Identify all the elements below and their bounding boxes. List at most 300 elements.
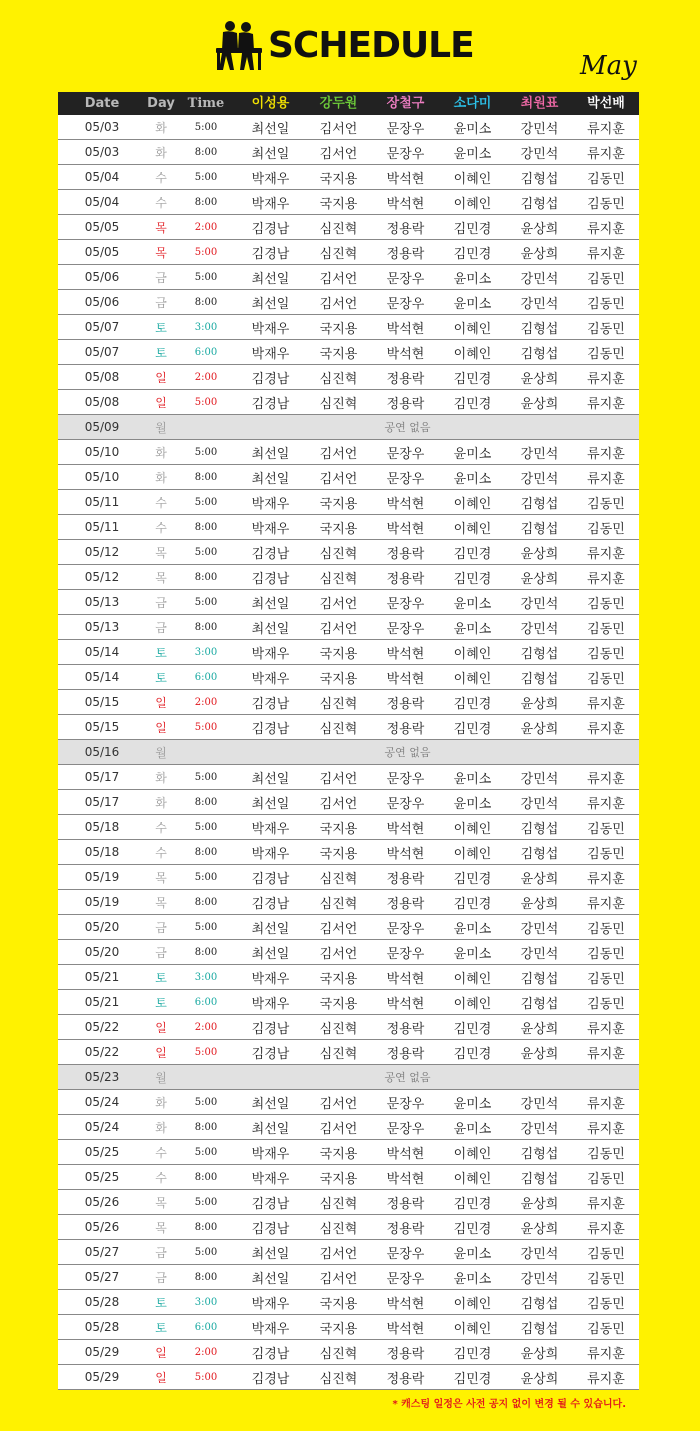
- day-cell: 수: [155, 495, 167, 510]
- cast-cell-role-1: 박재우: [251, 1171, 290, 1187]
- date-cell: 05/15: [84, 695, 120, 709]
- cast-cell-role-2: 김서언: [319, 121, 358, 137]
- cast-cell-role-5: 윤상희: [520, 1346, 559, 1362]
- cast-cell-role-3: 정용락: [386, 1371, 425, 1387]
- cast-cell-role-2: 김서언: [319, 471, 358, 487]
- cast-cell-role-6: 김동민: [587, 521, 625, 537]
- date-cell: 05/12: [84, 570, 120, 584]
- day-cell: 화: [155, 770, 167, 785]
- cast-cell-role-6: 김동민: [587, 971, 625, 987]
- cast-cell-role-5: 김형섭: [520, 346, 559, 362]
- date-cell: 05/05: [84, 220, 120, 234]
- cast-cell-role-6: 류지훈: [587, 1371, 625, 1387]
- cast-cell-role-1: 김경남: [251, 571, 290, 587]
- cast-cell-role-3: 박석현: [386, 171, 425, 187]
- day-cell: 토: [155, 320, 167, 335]
- cast-cell-role-2: 김서언: [319, 271, 358, 287]
- table-row: [58, 990, 639, 1015]
- time-cell: 2:00: [194, 1346, 218, 1358]
- cast-cell-role-6: 김동민: [587, 1271, 625, 1287]
- date-cell: 05/03: [84, 120, 120, 134]
- cast-cell-role-3: 문장우: [386, 771, 425, 787]
- cast-cell-role-1: 최선일: [251, 146, 290, 162]
- time-cell: 8:00: [194, 146, 218, 158]
- cast-cell-role-6: 김동민: [587, 196, 625, 212]
- cast-cell-role-3: 박석현: [386, 671, 425, 687]
- cast-cell-role-3: 정용락: [386, 1021, 425, 1037]
- cast-cell-role-2: 김서언: [319, 771, 358, 787]
- cast-cell-role-1: 김경남: [251, 371, 290, 387]
- cast-cell-role-2: 국지용: [319, 171, 358, 187]
- cast-cell-role-2: 김서언: [319, 921, 358, 937]
- silhouette-couple-logo: [214, 20, 264, 72]
- table-row: [58, 490, 639, 515]
- time-cell: 8:00: [194, 196, 218, 208]
- time-cell: 8:00: [194, 1121, 218, 1133]
- cast-cell-role-5: 강민석: [520, 446, 559, 462]
- cast-cell-role-2: 심진혁: [319, 546, 358, 562]
- time-cell: 5:00: [194, 446, 218, 458]
- cast-cell-role-4: 김민경: [453, 1021, 492, 1037]
- date-cell: 05/11: [84, 495, 120, 509]
- cast-cell-role-1: 박재우: [251, 171, 290, 187]
- time-cell: 8:00: [194, 621, 218, 633]
- day-cell: 수: [155, 845, 167, 860]
- cast-cell-role-6: 김동민: [587, 1321, 625, 1337]
- column-header-role-1: 이성용: [251, 96, 290, 111]
- cast-cell-role-1: 최선일: [251, 446, 290, 462]
- cast-cell-role-2: 심진혁: [319, 246, 358, 262]
- day-cell: 금: [155, 920, 167, 935]
- cast-cell-role-4: 윤미소: [453, 121, 492, 137]
- table-row: [58, 690, 639, 715]
- cast-cell-role-4: 이혜인: [453, 496, 492, 512]
- time-cell: 5:00: [194, 396, 218, 408]
- cast-cell-role-2: 국지용: [319, 971, 358, 987]
- cast-cell-role-3: 박석현: [386, 646, 425, 662]
- time-cell: 2:00: [194, 696, 218, 708]
- cast-cell-role-3: 문장우: [386, 446, 425, 462]
- date-cell: 05/29: [84, 1370, 120, 1384]
- cast-cell-role-6: 류지훈: [587, 1196, 625, 1212]
- cast-cell-role-6: 류지훈: [587, 446, 625, 462]
- cast-cell-role-2: 국지용: [319, 321, 358, 337]
- cast-cell-role-3: 문장우: [386, 121, 425, 137]
- day-cell: 목: [155, 1220, 167, 1235]
- day-cell: 월: [155, 1070, 167, 1085]
- day-cell: 토: [155, 970, 167, 985]
- date-cell: 05/21: [84, 995, 120, 1009]
- cast-cell-role-5: 윤상희: [520, 371, 559, 387]
- table-row: [58, 265, 639, 290]
- time-cell: 3:00: [194, 646, 218, 658]
- cast-cell-role-4: 김민경: [453, 371, 492, 387]
- table-row: [58, 1290, 639, 1315]
- cast-cell-role-6: 류지훈: [587, 1346, 625, 1362]
- day-cell: 금: [155, 295, 167, 310]
- cast-cell-role-4: 김민경: [453, 871, 492, 887]
- table-row-no-show: [58, 415, 639, 440]
- day-cell: 금: [155, 945, 167, 960]
- date-cell: 05/07: [84, 345, 120, 359]
- cast-cell-role-1: 최선일: [251, 1121, 290, 1137]
- cast-cell-role-3: 정용락: [386, 721, 425, 737]
- date-cell: 05/04: [84, 170, 120, 184]
- cast-cell-role-3: 문장우: [386, 921, 425, 937]
- date-cell: 05/22: [84, 1020, 120, 1034]
- cast-cell-role-2: 국지용: [319, 521, 358, 537]
- cast-cell-role-1: 최선일: [251, 921, 290, 937]
- cast-cell-role-5: 강민석: [520, 946, 559, 962]
- cast-cell-role-4: 이혜인: [453, 196, 492, 212]
- cast-cell-role-3: 박석현: [386, 521, 425, 537]
- schedule-header: [0, 0, 700, 92]
- cast-cell-role-6: 김동민: [587, 596, 625, 612]
- cast-cell-role-6: 류지훈: [587, 1046, 625, 1062]
- cast-cell-role-6: 류지훈: [587, 896, 625, 912]
- cast-cell-role-1: 김경남: [251, 246, 290, 262]
- time-cell: 8:00: [194, 846, 218, 858]
- cast-cell-role-6: 류지훈: [587, 696, 625, 712]
- cast-cell-role-6: 류지훈: [587, 1121, 625, 1137]
- cast-cell-role-4: 김민경: [453, 721, 492, 737]
- table-row: [58, 515, 639, 540]
- cast-cell-role-2: 김서언: [319, 1271, 358, 1287]
- cast-cell-role-1: 김경남: [251, 1346, 290, 1362]
- table-row: [58, 1090, 639, 1115]
- cast-cell-role-4: 김민경: [453, 571, 492, 587]
- cast-cell-role-2: 심진혁: [319, 221, 358, 237]
- date-cell: 05/20: [84, 945, 120, 959]
- cast-cell-role-1: 최선일: [251, 1096, 290, 1112]
- cast-cell-role-2: 김서언: [319, 446, 358, 462]
- cast-cell-role-4: 김민경: [453, 396, 492, 412]
- cast-cell-role-6: 류지훈: [587, 121, 625, 137]
- cast-cell-role-1: 김경남: [251, 546, 290, 562]
- cast-cell-role-6: 류지훈: [587, 546, 625, 562]
- date-cell: 05/23: [84, 1070, 120, 1084]
- day-cell: 월: [155, 745, 167, 760]
- cast-cell-role-2: 국지용: [319, 196, 358, 212]
- cast-cell-role-5: 김형섭: [520, 496, 559, 512]
- time-cell: 5:00: [194, 246, 218, 258]
- time-cell: 8:00: [194, 946, 218, 958]
- cast-cell-role-5: 김형섭: [520, 171, 559, 187]
- cast-cell-role-6: 류지훈: [587, 221, 625, 237]
- time-cell: 3:00: [194, 1296, 218, 1308]
- cast-cell-role-2: 심진혁: [319, 1371, 358, 1387]
- table-row: [58, 540, 639, 565]
- day-cell: 금: [155, 1270, 167, 1285]
- table-row: [58, 840, 639, 865]
- time-cell: 5:00: [194, 546, 218, 558]
- table-row: [58, 315, 639, 340]
- cast-cell-role-4: 이혜인: [453, 821, 492, 837]
- table-row: [58, 915, 639, 940]
- time-cell: 5:00: [194, 596, 218, 608]
- day-cell: 목: [155, 1195, 167, 1210]
- cast-cell-role-3: 문장우: [386, 796, 425, 812]
- table-row: [58, 465, 639, 490]
- cast-cell-role-1: 김경남: [251, 1371, 290, 1387]
- cast-cell-role-4: 김민경: [453, 896, 492, 912]
- day-cell: 일: [155, 370, 167, 385]
- cast-cell-role-1: 김경남: [251, 696, 290, 712]
- cast-cell-role-6: 김동민: [587, 1171, 625, 1187]
- cast-cell-role-5: 강민석: [520, 271, 559, 287]
- cast-cell-role-1: 박재우: [251, 1146, 290, 1162]
- cast-cell-role-6: 류지훈: [587, 471, 625, 487]
- cast-cell-role-3: 정용락: [386, 871, 425, 887]
- column-header-time: Time: [187, 96, 225, 111]
- cast-cell-role-5: 윤상희: [520, 571, 559, 587]
- date-cell: 05/13: [84, 620, 120, 634]
- date-cell: 05/19: [84, 895, 120, 909]
- cast-cell-role-3: 문장우: [386, 621, 425, 637]
- cast-cell-role-4: 김민경: [453, 546, 492, 562]
- cast-cell-role-5: 윤상희: [520, 221, 559, 237]
- cast-cell-role-6: 김동민: [587, 921, 625, 937]
- cast-cell-role-6: 김동민: [587, 1296, 625, 1312]
- day-cell: 일: [155, 695, 167, 710]
- date-cell: 05/29: [84, 1345, 120, 1359]
- column-header-role-5: 최원표: [520, 96, 559, 111]
- time-cell: 8:00: [194, 796, 218, 808]
- cast-cell-role-4: 윤미소: [453, 446, 492, 462]
- table-row: [58, 165, 639, 190]
- cast-cell-role-6: 김동민: [587, 271, 625, 287]
- date-cell: 05/28: [84, 1295, 120, 1309]
- cast-cell-role-1: 김경남: [251, 1196, 290, 1212]
- cast-cell-role-4: 이혜인: [453, 521, 492, 537]
- table-row-no-show: [58, 1065, 639, 1090]
- cast-cell-role-4: 김민경: [453, 1371, 492, 1387]
- table-row: [58, 815, 639, 840]
- day-cell: 토: [155, 345, 167, 360]
- cast-cell-role-4: 윤미소: [453, 946, 492, 962]
- day-cell: 수: [155, 1145, 167, 1160]
- date-cell: 05/10: [84, 470, 120, 484]
- cast-cell-role-5: 윤상희: [520, 1046, 559, 1062]
- date-cell: 05/25: [84, 1145, 120, 1159]
- cast-cell-role-6: 류지훈: [587, 771, 625, 787]
- time-cell: 8:00: [194, 1271, 218, 1283]
- time-cell: 5:00: [194, 1046, 218, 1058]
- cast-cell-role-2: 김서언: [319, 296, 358, 312]
- date-cell: 05/11: [84, 520, 120, 534]
- cast-cell-role-5: 강민석: [520, 296, 559, 312]
- cast-cell-role-3: 문장우: [386, 471, 425, 487]
- date-cell: 05/24: [84, 1120, 120, 1134]
- month-label: May: [580, 51, 637, 81]
- cast-cell-role-4: 윤미소: [453, 596, 492, 612]
- time-cell: 8:00: [194, 1221, 218, 1233]
- table-row: [58, 765, 639, 790]
- cast-cell-role-2: 심진혁: [319, 1021, 358, 1037]
- day-cell: 일: [155, 395, 167, 410]
- cast-cell-role-1: 최선일: [251, 946, 290, 962]
- time-cell: 8:00: [194, 296, 218, 308]
- cast-cell-role-5: 김형섭: [520, 996, 559, 1012]
- cast-cell-role-1: 김경남: [251, 396, 290, 412]
- day-cell: 목: [155, 245, 167, 260]
- day-cell: 토: [155, 670, 167, 685]
- cast-cell-role-5: 강민석: [520, 621, 559, 637]
- table-row: [58, 865, 639, 890]
- cast-cell-role-4: 이혜인: [453, 646, 492, 662]
- cast-cell-role-5: 강민석: [520, 146, 559, 162]
- cast-cell-role-3: 정용락: [386, 546, 425, 562]
- time-cell: 5:00: [194, 871, 218, 883]
- cast-cell-role-6: 류지훈: [587, 246, 625, 262]
- date-cell: 05/12: [84, 545, 120, 559]
- table-row: [58, 1190, 639, 1215]
- table-row: [58, 1040, 639, 1065]
- cast-cell-role-2: 심진혁: [319, 371, 358, 387]
- date-cell: 05/26: [84, 1195, 120, 1209]
- cast-cell-role-4: 김민경: [453, 1346, 492, 1362]
- cast-cell-role-4: 윤미소: [453, 1271, 492, 1287]
- cast-cell-role-4: 윤미소: [453, 271, 492, 287]
- day-cell: 화: [155, 145, 167, 160]
- cast-cell-role-2: 김서언: [319, 946, 358, 962]
- cast-cell-role-2: 국지용: [319, 821, 358, 837]
- time-cell: 5:00: [194, 121, 218, 133]
- cast-cell-role-2: 심진혁: [319, 571, 358, 587]
- cast-cell-role-4: 이혜인: [453, 171, 492, 187]
- date-cell: 05/03: [84, 145, 120, 159]
- cast-cell-role-5: 강민석: [520, 796, 559, 812]
- cast-cell-role-1: 박재우: [251, 196, 290, 212]
- time-cell: 6:00: [194, 671, 218, 683]
- cast-cell-role-5: 강민석: [520, 1271, 559, 1287]
- cast-cell-role-5: 윤상희: [520, 696, 559, 712]
- time-cell: 8:00: [194, 1171, 218, 1183]
- schedule-table: [58, 92, 639, 1390]
- cast-cell-role-4: 이혜인: [453, 846, 492, 862]
- cast-cell-role-2: 심진혁: [319, 1221, 358, 1237]
- cast-cell-role-5: 강민석: [520, 121, 559, 137]
- date-cell: 05/06: [84, 270, 120, 284]
- cast-cell-role-1: 박재우: [251, 646, 290, 662]
- day-cell: 토: [155, 995, 167, 1010]
- date-cell: 05/18: [84, 820, 120, 834]
- table-row: [58, 1015, 639, 1040]
- cast-cell-role-3: 박석현: [386, 821, 425, 837]
- table-row: [58, 1165, 639, 1190]
- cast-cell-role-2: 심진혁: [319, 896, 358, 912]
- cast-cell-role-6: 김동민: [587, 171, 625, 187]
- cast-cell-role-6: 김동민: [587, 496, 625, 512]
- column-header-day: Day: [147, 96, 175, 111]
- cast-cell-role-3: 정용락: [386, 1346, 425, 1362]
- table-row: [58, 1265, 639, 1290]
- cast-cell-role-3: 정용락: [386, 571, 425, 587]
- cast-cell-role-5: 김형섭: [520, 846, 559, 862]
- time-cell: 5:00: [194, 821, 218, 833]
- cast-cell-role-4: 윤미소: [453, 771, 492, 787]
- cast-cell-role-4: 윤미소: [453, 621, 492, 637]
- table-body: [58, 115, 639, 1390]
- cast-cell-role-3: 문장우: [386, 1271, 425, 1287]
- schedule-title: SCHEDULE: [268, 25, 474, 66]
- time-cell: 5:00: [194, 771, 218, 783]
- cast-cell-role-4: 이혜인: [453, 321, 492, 337]
- table-row: [58, 565, 639, 590]
- cast-cell-role-5: 강민석: [520, 771, 559, 787]
- cast-cell-role-2: 심진혁: [319, 1046, 358, 1062]
- cast-cell-role-1: 김경남: [251, 896, 290, 912]
- no-performance-note: 공연 없음: [384, 1071, 431, 1084]
- cast-cell-role-5: 윤상희: [520, 721, 559, 737]
- table-row: [58, 615, 639, 640]
- cast-cell-role-3: 문장우: [386, 271, 425, 287]
- cast-cell-role-6: 류지훈: [587, 371, 625, 387]
- day-cell: 수: [155, 1170, 167, 1185]
- day-cell: 목: [155, 570, 167, 585]
- cast-cell-role-4: 김민경: [453, 221, 492, 237]
- date-cell: 05/08: [84, 395, 120, 409]
- table-row: [58, 190, 639, 215]
- cast-cell-role-3: 정용락: [386, 221, 425, 237]
- cast-cell-role-6: 류지훈: [587, 796, 625, 812]
- cast-cell-role-2: 김서언: [319, 1096, 358, 1112]
- day-cell: 일: [155, 1045, 167, 1060]
- time-cell: 5:00: [194, 1246, 218, 1258]
- day-cell: 화: [155, 1095, 167, 1110]
- cast-cell-role-3: 정용락: [386, 1221, 425, 1237]
- day-cell: 금: [155, 270, 167, 285]
- cast-cell-role-5: 강민석: [520, 921, 559, 937]
- cast-cell-role-5: 윤상희: [520, 1196, 559, 1212]
- cast-cell-role-1: 최선일: [251, 1246, 290, 1262]
- cast-cell-role-1: 김경남: [251, 721, 290, 737]
- date-cell: 05/22: [84, 1045, 120, 1059]
- time-cell: 3:00: [194, 321, 218, 333]
- cast-cell-role-4: 이혜인: [453, 671, 492, 687]
- cast-cell-role-2: 국지용: [319, 1296, 358, 1312]
- date-cell: 05/07: [84, 320, 120, 334]
- time-cell: 8:00: [194, 521, 218, 533]
- cast-cell-role-3: 박석현: [386, 846, 425, 862]
- cast-cell-role-2: 국지용: [319, 1171, 358, 1187]
- time-cell: 6:00: [194, 1321, 218, 1333]
- cast-cell-role-6: 류지훈: [587, 1221, 625, 1237]
- table-row: [58, 390, 639, 415]
- cast-cell-role-3: 문장우: [386, 1121, 425, 1137]
- cast-cell-role-1: 박재우: [251, 1321, 290, 1337]
- day-cell: 화: [155, 470, 167, 485]
- cast-cell-role-3: 박석현: [386, 1296, 425, 1312]
- table-row: [58, 1115, 639, 1140]
- table-row: [58, 1365, 639, 1390]
- table-row: [58, 215, 639, 240]
- cast-cell-role-3: 박석현: [386, 996, 425, 1012]
- cast-cell-role-2: 국지용: [319, 846, 358, 862]
- date-cell: 05/15: [84, 720, 120, 734]
- cast-cell-role-5: 김형섭: [520, 971, 559, 987]
- cast-cell-role-6: 김동민: [587, 646, 625, 662]
- time-cell: 3:00: [194, 971, 218, 983]
- cast-cell-role-1: 박재우: [251, 821, 290, 837]
- time-cell: 2:00: [194, 371, 218, 383]
- cast-cell-role-3: 정용락: [386, 696, 425, 712]
- cast-cell-role-6: 김동민: [587, 321, 625, 337]
- time-cell: 2:00: [194, 221, 218, 233]
- time-cell: 8:00: [194, 471, 218, 483]
- cast-cell-role-5: 윤상희: [520, 1221, 559, 1237]
- cast-cell-role-2: 김서언: [319, 596, 358, 612]
